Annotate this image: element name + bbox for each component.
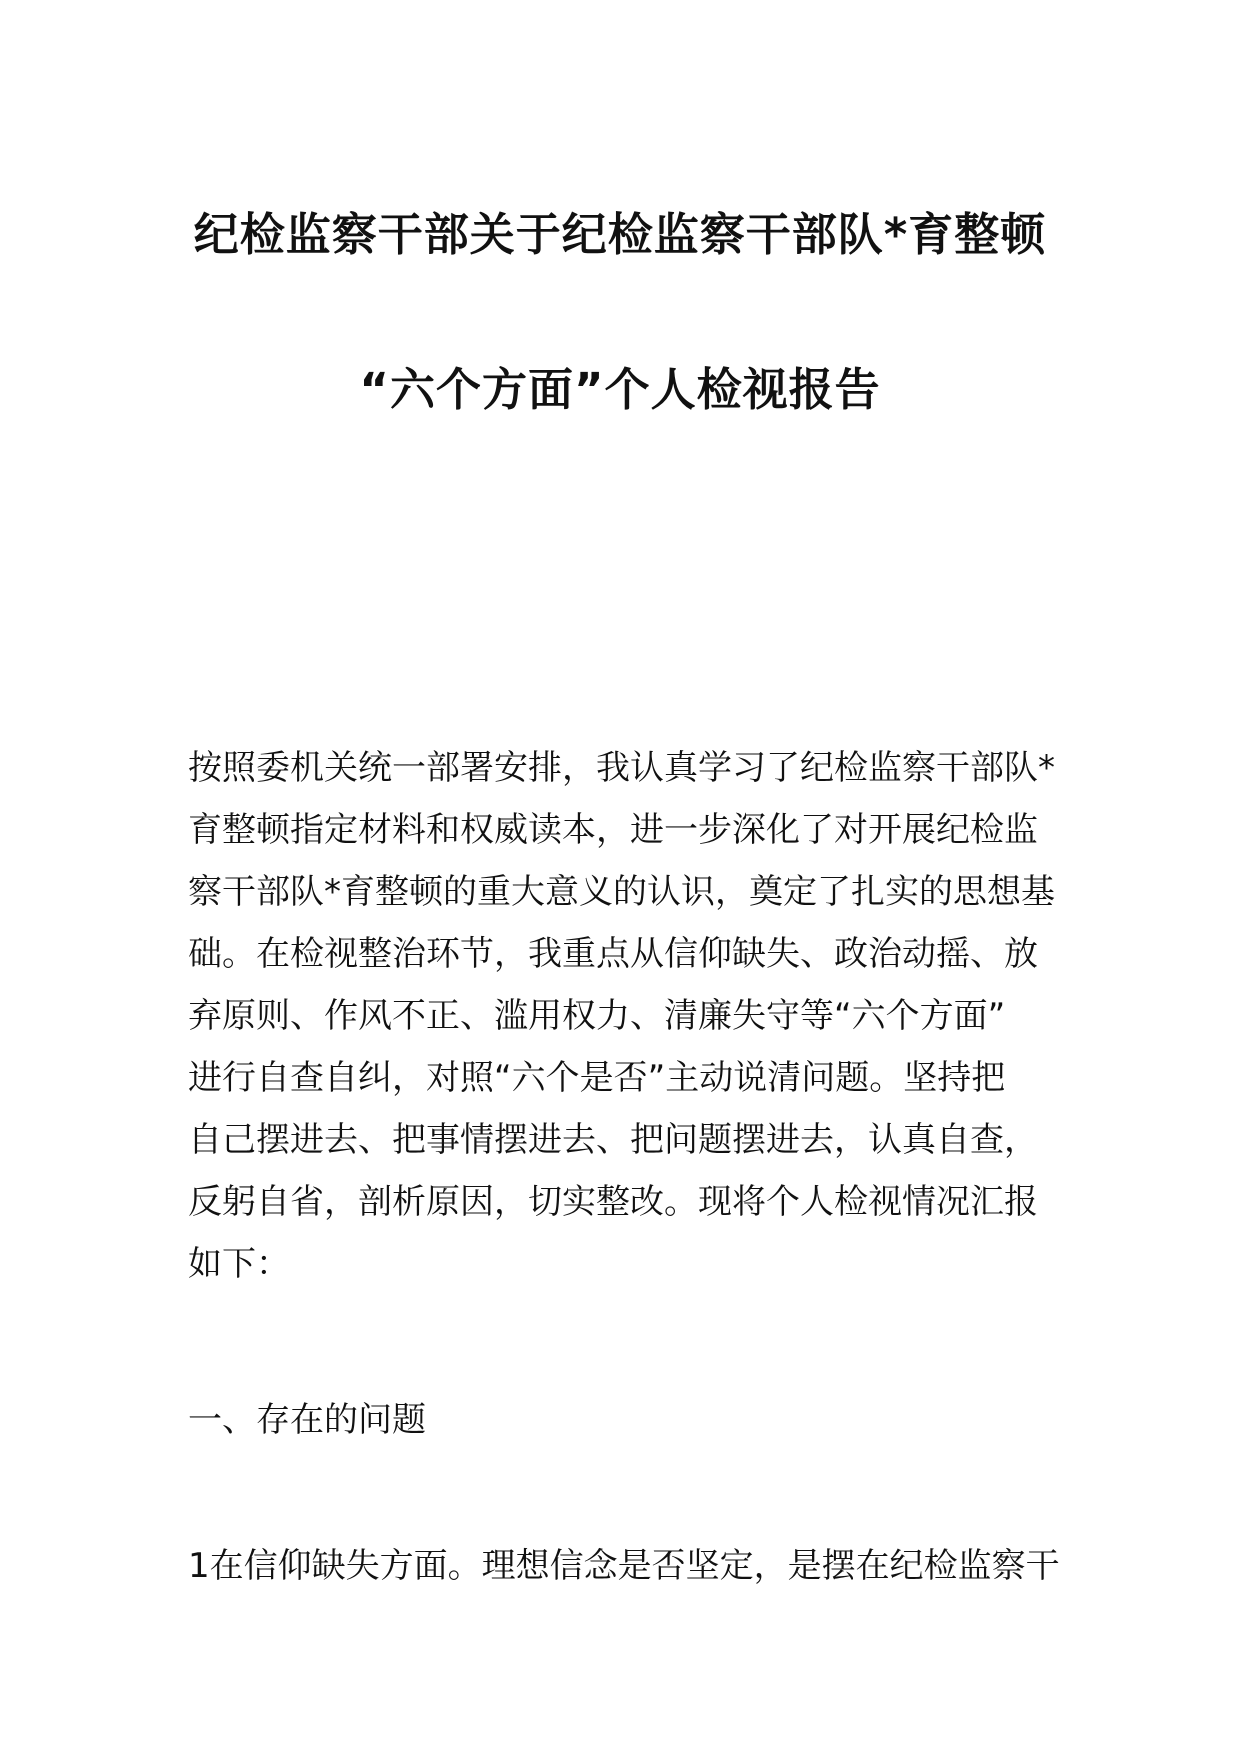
intro-line: 础。在检视整治环节，我重点从信仰缺失、政治动摇、放 [188, 934, 1038, 974]
first-item-line: 1在信仰缺失方面。理想信念是否坚定，是摆在纪检监察干 [188, 1546, 1060, 1586]
document-title-line-1: 纪检监察干部关于纪检监察干部队*育整顿 [193, 208, 1047, 261]
intro-line: 如下： [188, 1244, 290, 1284]
intro-line: 察干部队*育整顿的重大意义的认识，奠定了扎实的思想基 [188, 872, 1055, 912]
intro-paragraph [188, 737, 1068, 1295]
intro-line: 按照委机关统一部署安排，我认真学习了纪检监察干部队* [188, 748, 1055, 788]
document-title-line-2: “六个方面”个人检视报告 [359, 363, 881, 416]
intro-line: 育整顿指定材料和权威读本，进一步深化了对开展纪检监 [188, 810, 1038, 850]
section-heading: 一、存在的问题 [188, 1400, 426, 1440]
intro-line: 进行自查自纠，对照“六个是否”主动说清问题。坚持把 [188, 1058, 1006, 1098]
intro-line: 弃原则、作风不正、滥用权力、清廉失守等“六个方面” [188, 996, 1006, 1036]
intro-line: 反躬自省，剖析原因，切实整改。现将个人检视情况汇报 [188, 1182, 1038, 1222]
intro-line: 自己摆进去、把事情摆进去、把问题摆进去，认真自查， [188, 1120, 1038, 1160]
